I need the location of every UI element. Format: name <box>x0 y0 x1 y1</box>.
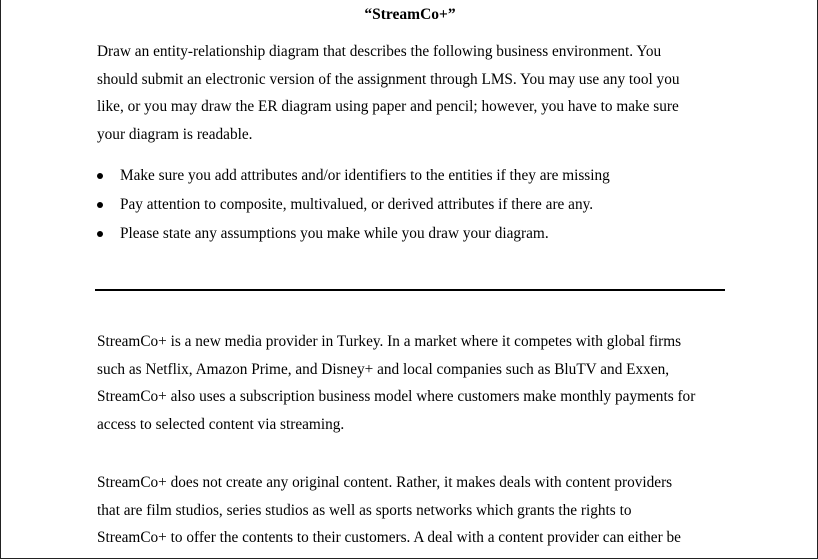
intro-line: should submit an electronic version of the assignment through LMS. You may use any tool you <box>97 70 680 88</box>
scenario-paragraph-1 <box>97 328 737 438</box>
scenario-paragraph-2 <box>97 469 737 552</box>
intro-line: your diagram is readable. <box>97 125 253 143</box>
scenario-line: StreamCo+ does not create any original content. Rather, it makes deals with content providers <box>97 474 673 491</box>
bullet-text: Pay attention to composite, multivalued, or derived attributes if there are any. <box>120 196 594 213</box>
scenario-line: StreamCo+ to offer the contents to their customers. A deal with a content provider can either be <box>97 529 681 547</box>
document-title: “StreamCo+” <box>364 6 456 23</box>
scenario-line: StreamCo+ is a new media provider in Turkey. In a market where it competes with global firms <box>97 333 682 350</box>
instruction-bullet-list <box>97 162 610 249</box>
scenario-line: such as Netflix, Amazon Prime, and Disney+ and local companies such as BluTV and Exxen, <box>97 360 670 378</box>
instruction-bullet-item <box>97 220 610 249</box>
intro-line: like, or you may draw the ER diagram using paper and pencil; however, you have to make sure <box>97 98 679 116</box>
instruction-bullet-item <box>97 162 610 191</box>
section-divider <box>95 289 725 291</box>
bullet-dot-icon <box>97 202 103 208</box>
bullet-text: Make sure you add attributes and/or identifiers to the entities if they are missing <box>120 167 610 184</box>
intro-line: Draw an entity-relationship diagram that describes the following business environment. You <box>97 43 662 60</box>
scenario-line: that are film studios, series studios as well as sports networks which grants the rights to <box>97 501 632 519</box>
bullet-dot-icon <box>97 173 103 179</box>
intro-paragraph <box>97 38 737 148</box>
scenario-line: access to selected content via streaming. <box>97 415 345 433</box>
bullet-dot-icon <box>97 231 103 237</box>
instruction-bullet-item <box>97 191 610 220</box>
scenario-line: StreamCo+ also uses a subscription business model where customers make monthly payments for <box>97 388 696 406</box>
bullet-text: Please state any assumptions you make while you draw your diagram. <box>120 225 549 242</box>
